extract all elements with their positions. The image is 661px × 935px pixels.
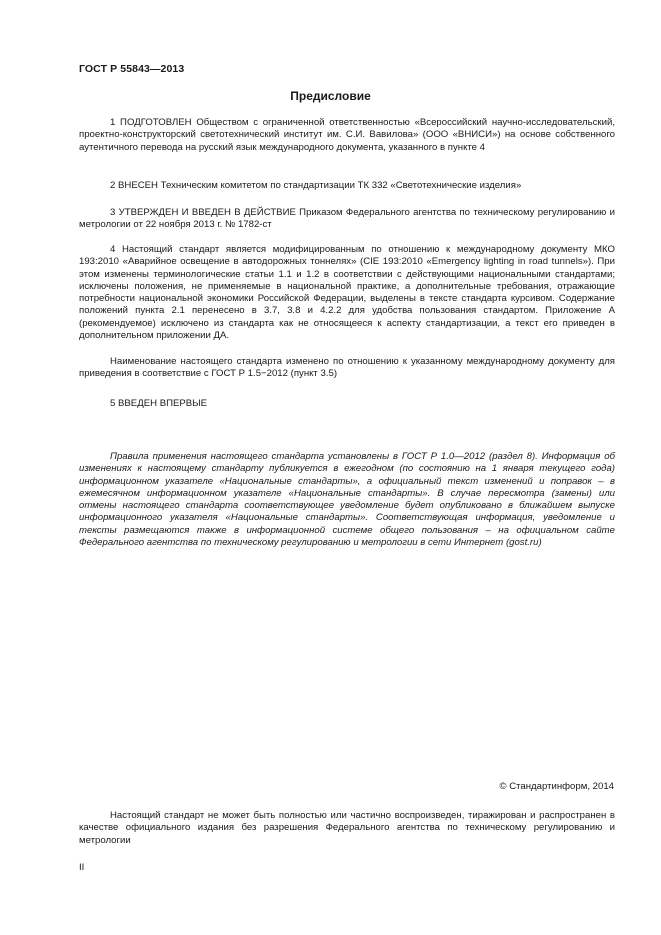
standard-code: ГОСТ Р 55843—2013 — [79, 63, 185, 75]
paragraph-modified: 4 Настоящий стандарт является модифицированным по отношению к международному документу МКО 193:2010 «Аварийное освещение в автодорожных тоннелях» (CIE 193:2010 «Emergency lighting in road tunnels»). При этом изменены терминологические статьи 1.1 и 1.2 в соответствии с действующими национальными стандартами; исключены положения, не применяемые в национальной практике, а дополнительные требования, отражающие потребности национальной экономики Российской Федерации, выделены в тексте стандарта курсивом. Содержание положений пункта 2.1 перенесено в 3.7, 3.8 и 4.2.2 для удобства пользования стандартом. Приложение А (рекомендуемое) исключено из стандарта как не относящееся к аспекту стандартизации, а текст его приведен в дополнительном приложении ДА. — [79, 244, 615, 342]
page-title: Предисловие — [290, 89, 371, 103]
copyright-line: © Стандартинформ, 2014 — [499, 781, 614, 792]
paragraph-approved: 3 УТВЕРЖДЕН И ВВЕДЕН В ДЕЙСТВИЕ Приказом Федерального агентства по техническому регулированию и метрологии от 22 ноября 2013 г. № 1782-ст — [79, 207, 615, 231]
reproduction-notice: Настоящий стандарт не может быть полностью или частично воспроизведен, тиражирован и распространен в качестве официального издания без разрешения Федерального агентства по техническому регулированию и метрологии — [79, 810, 615, 846]
paragraph-introduced: 2 ВНЕСЕН Техническим комитетом по стандартизации ТК 332 «Светотехнические изделия» — [110, 180, 522, 191]
paragraph-name-change: Наименование настоящего стандарта изменено по отношению к указанному международному документу для приведения в соответствие с ГОСТ Р 1.5−2012 (пункт 3.5) — [79, 356, 615, 380]
paragraph-prepared: 1 ПОДГОТОВЛЕН Обществом с ограниченной ответственностью «Всероссийский научно-исследовательский, проектно-конструкторский светотехнический институт им. С.И. Вавилова» (ООО «ВНИСИ») на основе собственного аутентичного перевода на русский язык международного документа, указанного в пункте 4 — [79, 117, 615, 153]
paragraph-first-introduced: 5 ВВЕДЕН ВПЕРВЫЕ — [110, 398, 208, 409]
page-number: II — [79, 862, 85, 873]
application-rules-notice: Правила применения настоящего стандарта установлены в ГОСТ Р 1.0—2012 (раздел 8). Информация об изменениях к настоящему стандарту публикуется в ежегодном (по состоянию на 1 января текущего года) информационном указателе «Национальные стандарты», а официальный текст изменений и поправок – в ежемесячном информационном указателе «Национальные стандарты». В случае пересмотра (замены) или отмены настоящего стандарта соответствующее уведомление будет опубликовано в ближайшем выпуске информационного указателя «Национальные стандарты». Соответствующая информация, уведомление и тексты размещаются также в информационной системе общего пользования – на официальном сайте Федерального агентства по техническому регулированию и метрологии в сети Интернет (gost.ru) — [79, 451, 615, 549]
